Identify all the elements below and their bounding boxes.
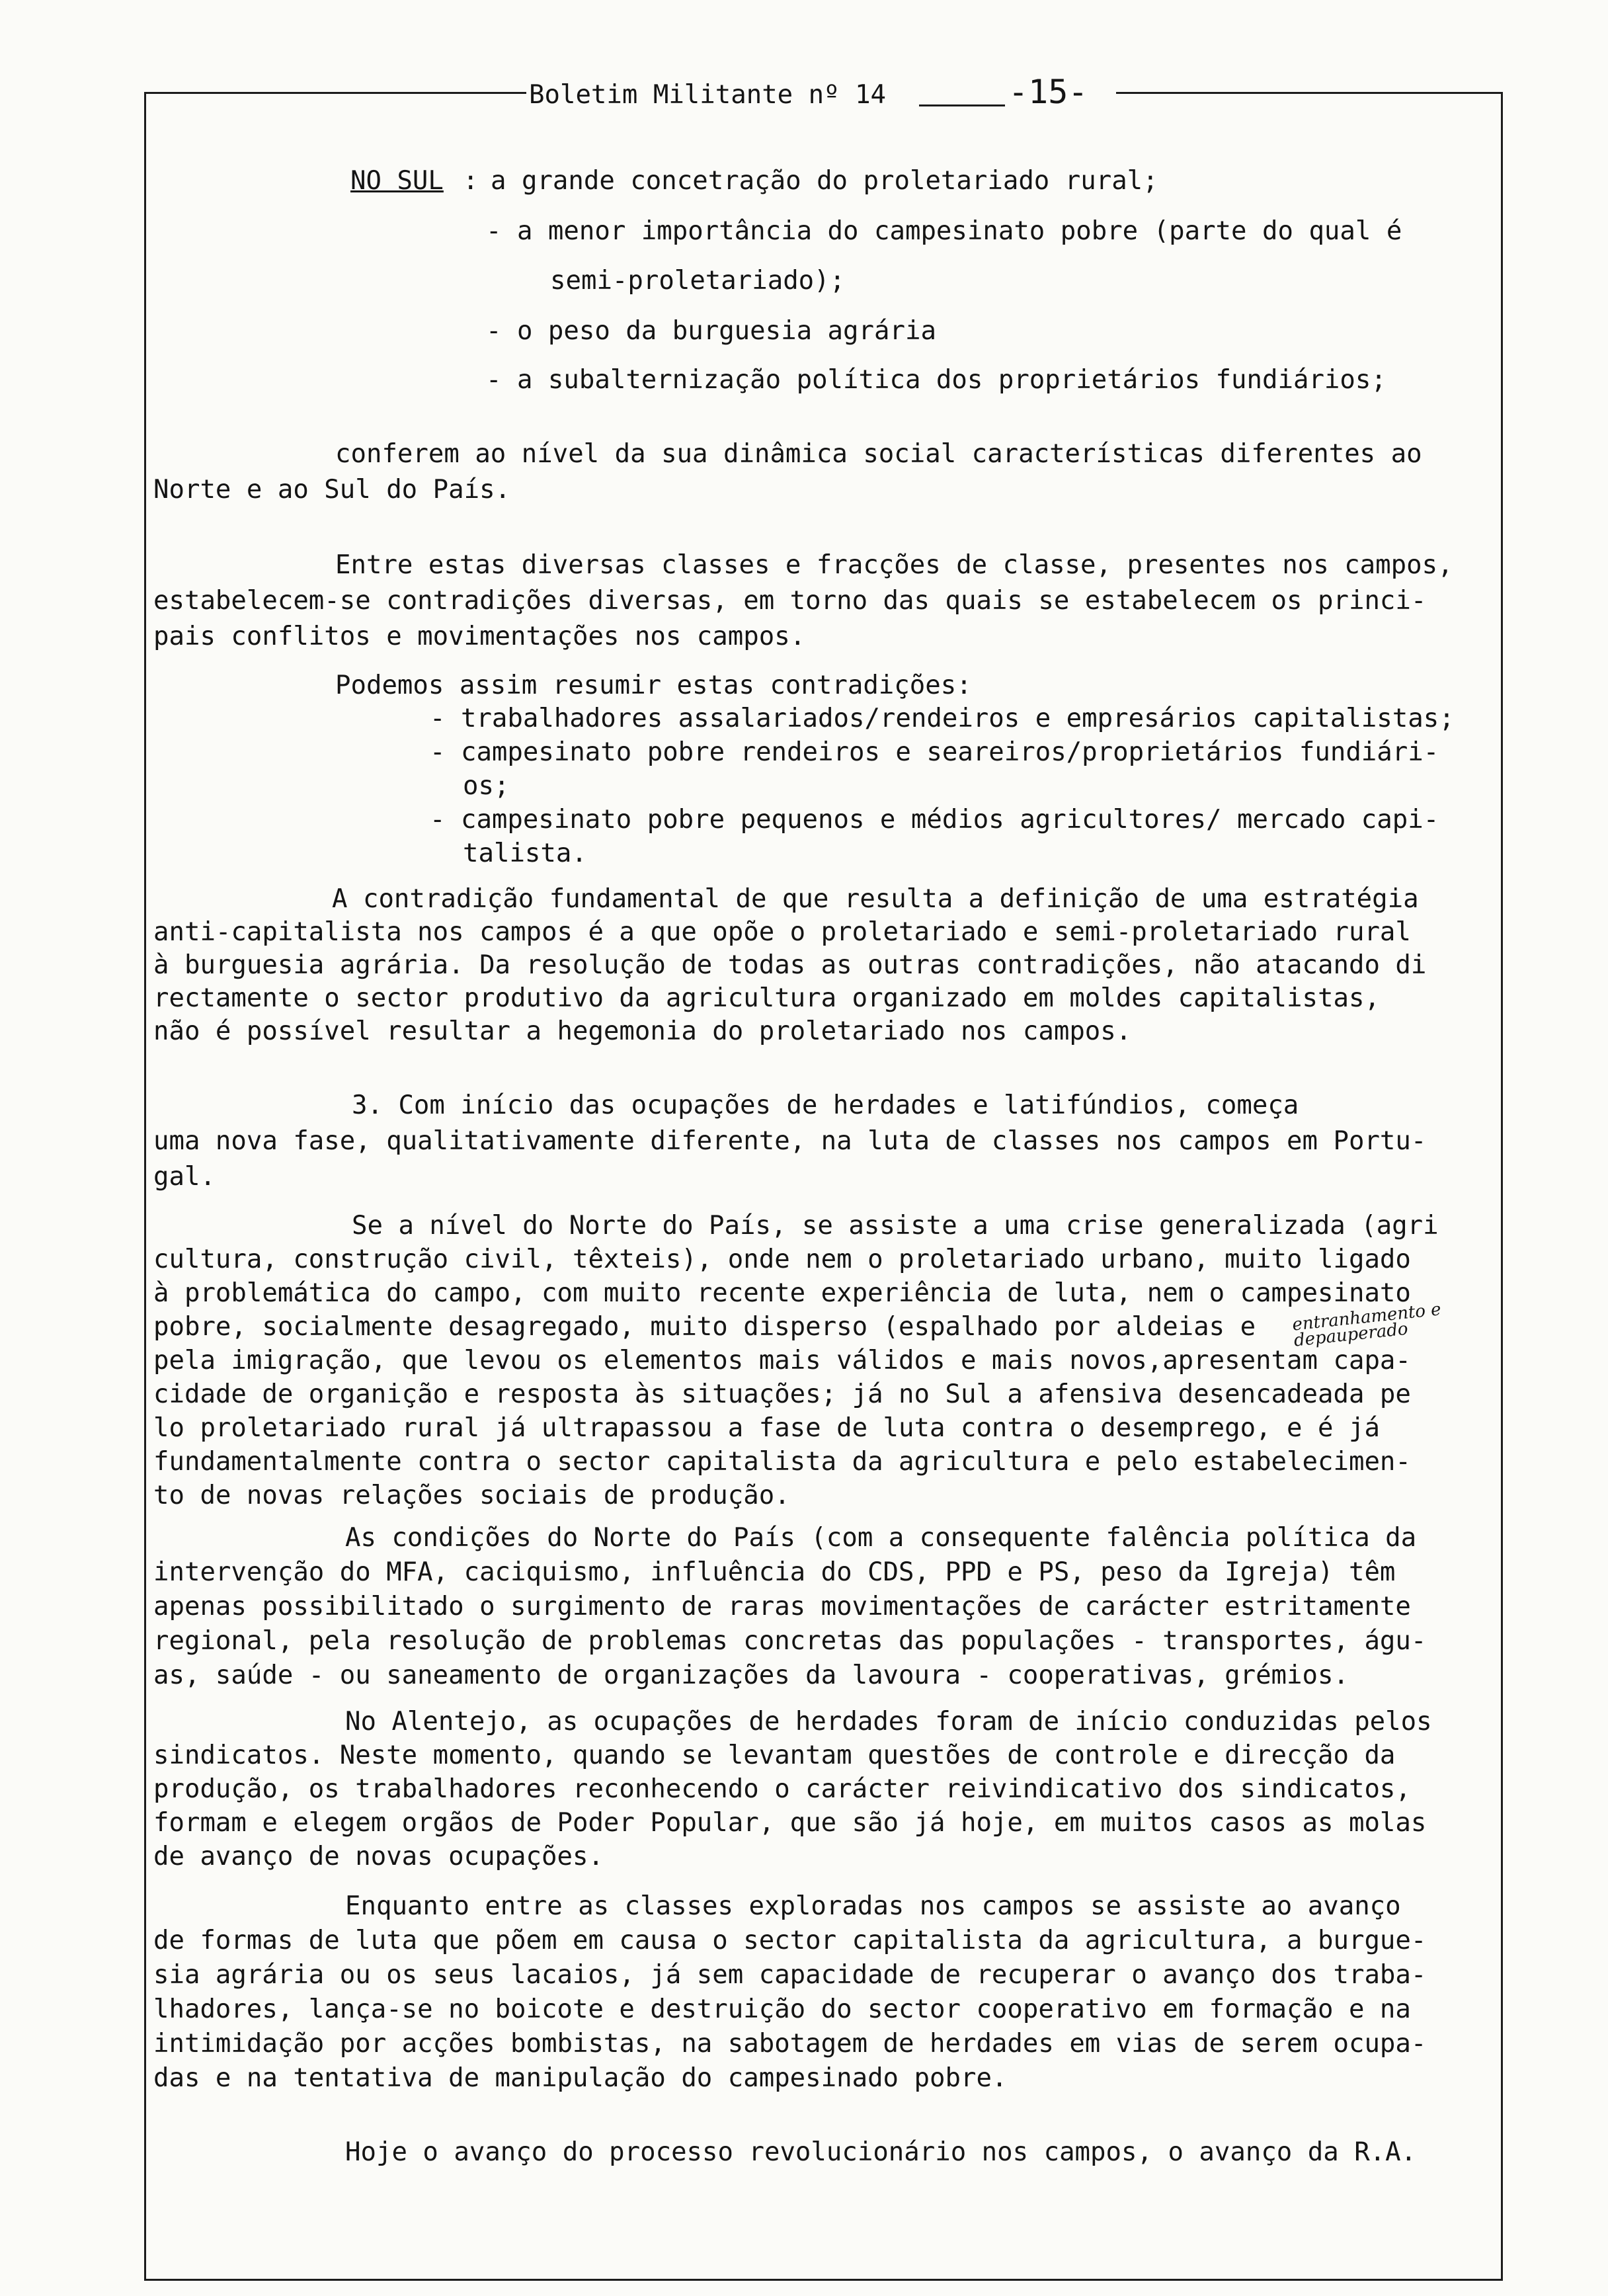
contradictions-list xyxy=(430,702,1455,870)
paragraph-alentejo xyxy=(153,1705,1432,1873)
text-line: uma nova fase, qualitativamente diferente, na luta de classes nos campos em Portu- xyxy=(153,1126,1427,1156)
text-line: 3. Com início das ocupações de herdades e latifúndios, começa xyxy=(352,1090,1299,1120)
paragraph-enquanto xyxy=(153,1889,1426,2096)
paragraph-section-3 xyxy=(153,1088,1426,1195)
text-line: Se a nível do Norte do País, se assiste a uma crise generalizada (agri xyxy=(352,1211,1439,1241)
text-line: intervenção do MFA, caciquismo, influência do CDS, PPD e PS, peso da Igreja) têm xyxy=(153,1557,1396,1587)
text-line: rectamente o sector produtivo da agricultura organizado em moldes capitalistas, xyxy=(153,983,1380,1013)
text-line: à burguesia agrária. Da resolução de todas as outras contradições, não atacando di xyxy=(153,950,1427,980)
text-line: de avanço de novas ocupações. xyxy=(153,1842,604,1871)
text-line: as, saúde - ou saneamento de organizações da lavoura - cooperativas, grémios. xyxy=(153,1660,1349,1690)
sul-line-1: a grande concetração do proletariado rural; xyxy=(491,166,1158,196)
text-line: não é possível resultar a hegemonia do proletariado nos campos. xyxy=(153,1016,1132,1046)
text-line: regional, pela resolução de problemas concretas das populações - transportes, águ- xyxy=(153,1626,1427,1656)
text-line: sia agrária ou os seus lacaios, já sem capacidade de recuperar o avanço dos traba- xyxy=(153,1960,1427,1990)
header-dash-rule xyxy=(919,104,1005,106)
page-number: -15- xyxy=(1008,73,1088,111)
text-line: pobre, socialmente desagregado, muito disperso (espalhado por aldeias e xyxy=(153,1312,1256,1342)
frame-left-rule xyxy=(144,92,146,2281)
text-line: lhadores, lança-se no boicote e destruição do sector cooperativo em formação e na xyxy=(153,1994,1411,2024)
text-line: As condições do Norte do País (com a consequente falência política da xyxy=(345,1523,1417,1553)
list-item: - campesinato pobre rendeiros e seareiros/proprietários fundiári- xyxy=(430,737,1439,767)
text-line: A contradição fundamental de que resulta a definição de uma estratégia xyxy=(332,884,1419,914)
text-line: intimidação por acções bombistas, na sabotagem de herdades em vias de serem ocupa- xyxy=(153,2029,1427,2059)
paragraph-conferem xyxy=(153,436,1422,508)
text-line: anti-capitalista nos campos é a que opõe o proletariado e semi-proletariado rural xyxy=(153,917,1411,947)
sul-line-5: - a subalternização política dos proprietários fundiários; xyxy=(486,365,1387,395)
frame-right-rule xyxy=(1501,92,1503,2281)
text-line: das e na tentativa de manipulação do campesinado pobre. xyxy=(153,2063,1008,2093)
text-line: sindicatos. Neste momento, quando se levantam questões de controle e direcção da xyxy=(153,1741,1396,1770)
frame-top-rule-right xyxy=(1116,92,1503,94)
paragraph-entre xyxy=(153,548,1453,655)
text-line: de formas de luta que põem em causa o sector capitalista da agricultura, a burgue- xyxy=(153,1926,1427,1955)
paragraph-podemos xyxy=(335,668,972,704)
text-line: à problemática do campo, com muito recente experiência de luta, nem o campesinato xyxy=(153,1278,1411,1308)
frame-bottom-rule xyxy=(144,2279,1503,2281)
sul-label: NO SUL xyxy=(350,166,444,196)
text-line: cultura, construção civil, têxteis), onde nem o proletariado urbano, muito ligado xyxy=(153,1245,1411,1274)
frame-top-rule-left xyxy=(144,92,526,94)
text-line: Norte e ao Sul do País. xyxy=(153,475,511,505)
paragraph-condicoes xyxy=(153,1521,1426,1693)
text-line: Entre estas diversas classes e fracções de classe, presentes nos campos, xyxy=(335,550,1453,580)
text-line: to de novas relações sociais de produção. xyxy=(153,1481,790,1510)
paragraph-norte xyxy=(153,1209,1439,1512)
text-line: gal. xyxy=(153,1162,216,1192)
text-line: fundamentalmente contra o sector capitalista da agricultura e pelo estabelecimen- xyxy=(153,1447,1411,1477)
text-line: pais conflitos e movimentações nos campos. xyxy=(153,622,806,651)
header-title: Boletim Militante nº 14 xyxy=(529,80,887,110)
text-line: pela imigração, que levou os elementos mais válidos e mais novos,apresentam capa- xyxy=(153,1346,1411,1375)
paragraph-hoje xyxy=(153,2135,1416,2170)
text-line: estabelecem-se contradições diversas, em torno das quais se estabelecem os princi- xyxy=(153,586,1427,616)
list-item: - campesinato pobre pequenos e médios agricultores/ mercado capi- xyxy=(430,805,1439,835)
sul-line-4: - o peso da burguesia agrária xyxy=(486,316,936,346)
paragraph-contradicao xyxy=(153,883,1426,1048)
text-line: Hoje o avanço do processo revolucionário nos campos, o avanço da R.A. xyxy=(345,2137,1417,2167)
sul-colon: : xyxy=(463,166,479,196)
text-line: cidade de organição e resposta às situações; já no Sul a afensiva desencadeada pe xyxy=(153,1379,1411,1409)
text-line: lo proletariado rural já ultrapassou a fase de luta contra o desemprego, e é já xyxy=(153,1413,1380,1443)
text-line: produção, os trabalhadores reconhecendo o carácter reivindicativo dos sindicatos, xyxy=(153,1774,1411,1804)
text-line: apenas possibilitado o surgimento de raras movimentações de carácter estritamente xyxy=(153,1592,1411,1621)
text-line: formam e elegem orgãos de Poder Popular, que são já hoje, em muitos casos as molas xyxy=(153,1808,1427,1838)
text-line: Podemos assim resumir estas contradições: xyxy=(335,671,972,700)
text-line: Enquanto entre as classes exploradas nos campos se assiste ao avanço xyxy=(345,1891,1401,1921)
list-item-continuation: talista. xyxy=(463,839,587,868)
text-line: No Alentejo, as ocupações de herdades foram de início conduzidas pelos xyxy=(345,1707,1432,1737)
handwritten-note: entranhamento e depauperado xyxy=(1291,1299,1442,1351)
list-item-continuation: os; xyxy=(463,771,510,801)
sul-line-3: semi-proletariado); xyxy=(550,266,846,296)
sul-line-2: - a menor importância do campesinato pobre (parte do qual é xyxy=(486,216,1402,246)
list-item: - trabalhadores assalariados/rendeiros e empresários capitalistas; xyxy=(430,704,1455,733)
text-line: conferem ao nível da sua dinâmica social características diferentes ao xyxy=(335,439,1422,469)
